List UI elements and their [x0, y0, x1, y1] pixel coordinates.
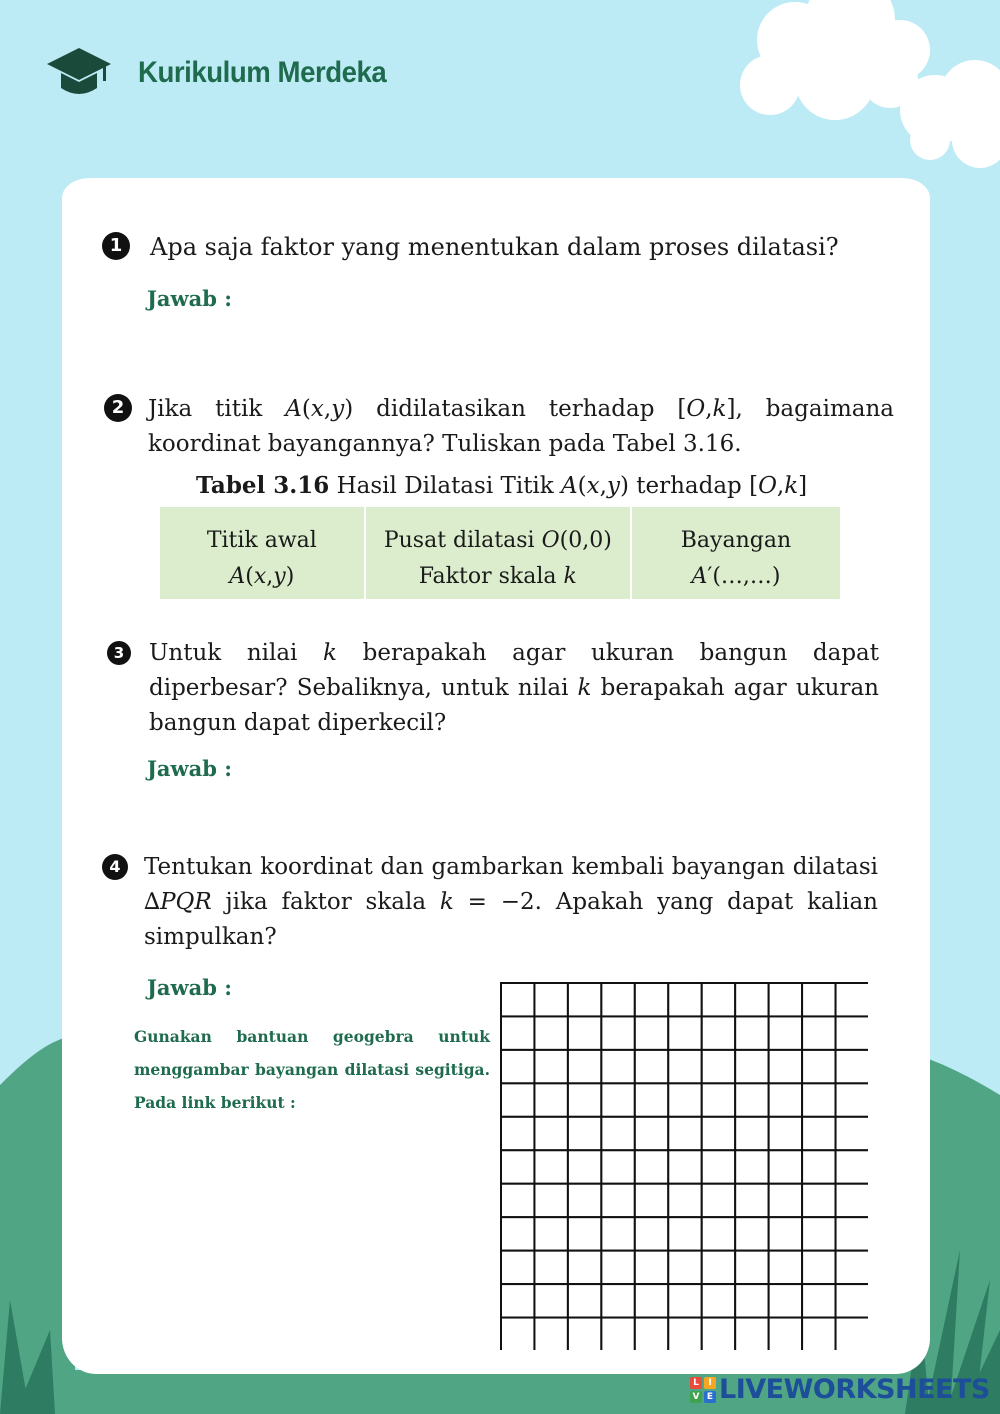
- grid-cell[interactable]: [601, 1016, 634, 1049]
- cell-initial-point: A(x,y): [229, 563, 295, 589]
- grid-cell[interactable]: [735, 1150, 768, 1183]
- geogebra-hint: Gunakan bantuan geogebra untuk menggambar bayangan dilatasi segitiga. Pada link berikut :: [134, 1027, 490, 1112]
- grid-cell[interactable]: [635, 1016, 668, 1049]
- grid-cell[interactable]: [501, 1150, 534, 1183]
- grid-cell[interactable]: [836, 983, 868, 1016]
- grid-cell[interactable]: [668, 1284, 701, 1317]
- grid-cell[interactable]: [601, 1318, 634, 1350]
- grid-cell[interactable]: [501, 983, 534, 1016]
- dilation-table: [160, 507, 840, 599]
- grid-cell[interactable]: [668, 1251, 701, 1284]
- grid-cell[interactable]: [836, 1251, 868, 1284]
- grid-cell[interactable]: [836, 1150, 868, 1183]
- grid-cell[interactable]: [601, 1184, 634, 1217]
- question-3: [107, 636, 879, 741]
- grid-cell[interactable]: [601, 1050, 634, 1083]
- cell-scale-factor: Faktor skala k: [365, 553, 631, 599]
- grid-cell[interactable]: [836, 1184, 868, 1217]
- grid-cell[interactable]: [635, 1251, 668, 1284]
- grid-cell[interactable]: [534, 1251, 567, 1284]
- question-4-text: Tentukan koordinat dan gambarkan kembali bayangan dilatasi ∆PQR jika faktor skala k = −2. Apakah yang dapat kalian simpulkan?: [144, 854, 878, 950]
- grid-cell[interactable]: [501, 1217, 534, 1250]
- grid-cell[interactable]: [568, 1318, 601, 1350]
- grid-cell[interactable]: [534, 1318, 567, 1350]
- grid-cell[interactable]: [601, 1251, 634, 1284]
- answer-label-4: Jawab :: [147, 975, 232, 1000]
- grid-cell[interactable]: [601, 1083, 634, 1116]
- grid-cell[interactable]: [702, 1150, 735, 1183]
- table-row: [160, 553, 840, 599]
- grid-cell[interactable]: [635, 1184, 668, 1217]
- grid-cell[interactable]: [635, 1050, 668, 1083]
- grid-cell[interactable]: [635, 983, 668, 1016]
- header-dilation-center: Pusat dilatasi O(0,0): [365, 507, 631, 553]
- grid-cell[interactable]: [601, 1117, 634, 1150]
- grid-cell[interactable]: [735, 1217, 768, 1250]
- answer-label-1: Jawab :: [147, 286, 232, 311]
- grid-cell[interactable]: [702, 1217, 735, 1250]
- grid-cell[interactable]: [534, 1050, 567, 1083]
- grid-cell[interactable]: [568, 1284, 601, 1317]
- question-2-number: 2: [104, 394, 132, 422]
- question-1-number: 1: [102, 232, 130, 260]
- question-2: [104, 392, 896, 462]
- grid-cell[interactable]: [802, 1251, 835, 1284]
- grid-cell[interactable]: [836, 1083, 868, 1116]
- grid-cell[interactable]: [769, 1184, 802, 1217]
- grid-cell[interactable]: [568, 1016, 601, 1049]
- question-3-number: 3: [107, 641, 131, 665]
- grid-cell[interactable]: [568, 1251, 601, 1284]
- grid-cell[interactable]: [668, 983, 701, 1016]
- liveworksheets-watermark: [690, 1374, 990, 1405]
- grid-cell[interactable]: [802, 1150, 835, 1183]
- grid-cell[interactable]: [802, 1016, 835, 1049]
- grid-cell[interactable]: [769, 1318, 802, 1350]
- grid-cell[interactable]: [702, 1251, 735, 1284]
- grid-cell[interactable]: [702, 1083, 735, 1116]
- grid-cell[interactable]: [534, 1150, 567, 1183]
- grid-cell[interactable]: [802, 1284, 835, 1317]
- grid-cell[interactable]: [735, 1083, 768, 1116]
- grid-cell[interactable]: [534, 1217, 567, 1250]
- grid-cell[interactable]: [802, 1184, 835, 1217]
- grid-cell[interactable]: [769, 1217, 802, 1250]
- grid-cell[interactable]: [568, 1184, 601, 1217]
- grid-cell[interactable]: [735, 1251, 768, 1284]
- grid-cell[interactable]: [735, 1184, 768, 1217]
- question-1-text: Apa saja faktor yang menentukan dalam proses dilatasi?: [150, 233, 839, 261]
- grid-cell[interactable]: [668, 1083, 701, 1116]
- grid-cell[interactable]: [635, 1083, 668, 1116]
- grid-cell[interactable]: [702, 1318, 735, 1350]
- grid-cell[interactable]: [769, 1251, 802, 1284]
- grid-cell[interactable]: [601, 1284, 634, 1317]
- grid-cell[interactable]: [735, 1016, 768, 1049]
- grid-cell[interactable]: [802, 1217, 835, 1250]
- drawing-grid[interactable]: [500, 982, 868, 1350]
- grid-cell[interactable]: [601, 983, 634, 1016]
- header: [45, 44, 408, 102]
- grid-cell[interactable]: [668, 1184, 701, 1217]
- grid-cell[interactable]: [501, 1117, 534, 1150]
- question-1: [102, 230, 892, 265]
- grid-cell[interactable]: [501, 1184, 534, 1217]
- grid-cell[interactable]: [668, 1150, 701, 1183]
- table-header-row: [160, 507, 840, 553]
- grid-cell[interactable]: [769, 983, 802, 1016]
- grid-cell[interactable]: [568, 1150, 601, 1183]
- grid-cell[interactable]: [702, 1117, 735, 1150]
- grid-cell[interactable]: [702, 1184, 735, 1217]
- grid-cell[interactable]: [668, 1050, 701, 1083]
- cell-image-point: A′(…,…): [631, 553, 840, 599]
- grid-cell[interactable]: [501, 1251, 534, 1284]
- grid-cell[interactable]: [735, 1318, 768, 1350]
- table-caption: Tabel 3.16 Hasil Dilatasi Titik A(x,y) terhadap [O,k]: [196, 472, 808, 499]
- grid-cell[interactable]: [568, 1083, 601, 1116]
- question-2-text: Jika titik A(x,y) didilatasikan terhadap [O,k], bagaimana koordinat bayangannya? Tuliskan pada Tabel 3.16.: [148, 396, 894, 457]
- grid-cell[interactable]: [501, 1016, 534, 1049]
- grid-cell[interactable]: [802, 983, 835, 1016]
- grid-cell[interactable]: [534, 1117, 567, 1150]
- grid-cell[interactable]: [769, 1150, 802, 1183]
- liveworksheets-text: LIVEWORKSHEETS: [719, 1374, 990, 1405]
- grid-cell[interactable]: [568, 1117, 601, 1150]
- grid-cell[interactable]: [635, 1117, 668, 1150]
- grid-cell[interactable]: [735, 1117, 768, 1150]
- grid-cell[interactable]: [769, 1083, 802, 1116]
- grid-cell[interactable]: [735, 1050, 768, 1083]
- grid-cell[interactable]: [702, 983, 735, 1016]
- liveworksheets-logo-icon: L I V E: [690, 1377, 716, 1403]
- grid-cell[interactable]: [534, 1184, 567, 1217]
- graduation-cap-icon: [45, 44, 113, 102]
- grid-cell[interactable]: [735, 1284, 768, 1317]
- grid-cell[interactable]: [836, 1217, 868, 1250]
- grid-cell[interactable]: [534, 983, 567, 1016]
- grid-cell[interactable]: [836, 1117, 868, 1150]
- grid-cell[interactable]: [568, 1217, 601, 1250]
- grid-cell[interactable]: [501, 1284, 534, 1317]
- grid-cell[interactable]: [501, 1318, 534, 1350]
- grid-cell[interactable]: [735, 983, 768, 1016]
- grid-cell[interactable]: [601, 1217, 634, 1250]
- grid-cell[interactable]: [501, 1083, 534, 1116]
- grid-cell[interactable]: [802, 1083, 835, 1116]
- grid-cell[interactable]: [635, 1150, 668, 1183]
- question-4-number: 4: [102, 854, 128, 880]
- grid-cell[interactable]: [769, 1117, 802, 1150]
- grid-cell[interactable]: [836, 1318, 868, 1350]
- grid-cell[interactable]: [534, 1284, 567, 1317]
- grid-cell[interactable]: [668, 1117, 701, 1150]
- grid-cell[interactable]: [702, 1016, 735, 1049]
- answer-label-3: Jawab :: [147, 756, 232, 781]
- grid-cell[interactable]: [534, 1083, 567, 1116]
- grid-cell[interactable]: [668, 1016, 701, 1049]
- grid-cell[interactable]: [668, 1217, 701, 1250]
- question-4: [102, 850, 878, 955]
- grid-cell[interactable]: [836, 1284, 868, 1317]
- grid-cell[interactable]: [802, 1117, 835, 1150]
- grid-cell[interactable]: [802, 1050, 835, 1083]
- grid-cell[interactable]: [568, 983, 601, 1016]
- grid-cell[interactable]: [534, 1016, 567, 1049]
- grid-cell[interactable]: [769, 1050, 802, 1083]
- brand-title: Kurikulum Merdeka: [138, 56, 387, 89]
- grid-cell[interactable]: [769, 1016, 802, 1049]
- grid-cell[interactable]: [702, 1284, 735, 1317]
- grid-cell[interactable]: [836, 1050, 868, 1083]
- grid-cell[interactable]: [501, 1050, 534, 1083]
- grid-cell[interactable]: [702, 1050, 735, 1083]
- grid-cell[interactable]: [635, 1284, 668, 1317]
- grid-cell[interactable]: [668, 1318, 701, 1350]
- header-initial-point: Titik awal: [206, 528, 317, 553]
- grid-cell[interactable]: [836, 1016, 868, 1049]
- grid-cell[interactable]: [601, 1150, 634, 1183]
- question-3-text: Untuk nilai k berapakah agar ukuran bangun dapat diperbesar? Sebaliknya, untuk nilai k berapakah agar ukuran bangun dapat diperkecil?: [149, 640, 880, 736]
- grid-cell[interactable]: [635, 1318, 668, 1350]
- grid-cell[interactable]: [802, 1318, 835, 1350]
- grid-cell[interactable]: [568, 1050, 601, 1083]
- grid-cell[interactable]: [635, 1217, 668, 1250]
- grid-cell[interactable]: [769, 1284, 802, 1317]
- header-image: Bayangan: [631, 507, 840, 553]
